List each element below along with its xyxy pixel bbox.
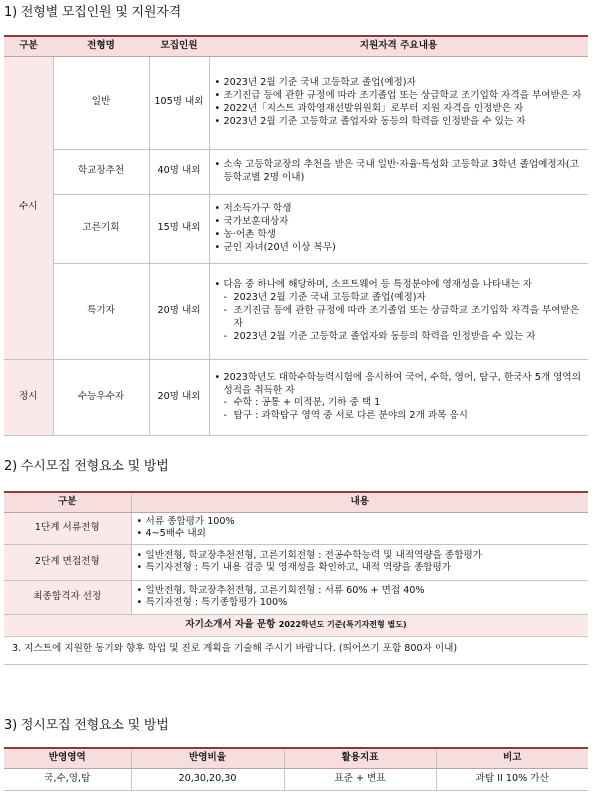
area-cell: 국,수,영,탐	[4, 768, 131, 790]
eligibility-subitem: - 2023년 2월 기준 고등학교 졸업자와 동등의 학력을 인정받을 수 있는 자	[214, 331, 585, 344]
eligibility-item: • 2023년 2월 기준 국내 고등학교 졸업(예정)자	[214, 77, 585, 90]
eligibility-item: • 2022년「지스트 과학영재선발위원회」로부터 지원 자격을 인정받은 자	[214, 103, 585, 116]
note-cell: 과탐 II 10% 가산	[436, 768, 588, 790]
self-intro-header	[4, 614, 588, 636]
self-intro-title: 자기소개서 자율 문항	[185, 618, 276, 630]
header-note: 비고	[436, 748, 588, 768]
header-quota: 모집인원	[149, 36, 209, 56]
header-track: 전형명	[53, 36, 149, 56]
stage-item: • 4~5배수 내외	[136, 528, 585, 541]
stage-item: • 서류 종합평가 100%	[136, 516, 585, 529]
header-index: 활용지표	[284, 748, 436, 768]
eligibility-subitem: - 2023년 2월 기준 국내 고등학교 졸업(예정)자	[214, 292, 585, 305]
section3-title: 3) 정시모집 전형요소 및 방법	[4, 718, 169, 733]
stage-item: • 특기자전형 : 특기종합평가 100%	[136, 597, 585, 610]
track-quota: 40명 내외	[149, 149, 209, 194]
table-row	[4, 263, 588, 359]
eligibility-item: • 국가보훈대상자	[214, 216, 585, 229]
recruitment-header-row	[4, 36, 588, 56]
index-cell: 표준 + 변표	[284, 768, 436, 790]
stage-content	[131, 580, 588, 614]
header-category: 구분	[4, 492, 131, 512]
table-row	[4, 149, 588, 194]
section1-title: 1) 전형별 모집인원 및 지원자격	[4, 5, 181, 20]
stage-item: • 일반전형, 학교장추천전형, 고른기회전형 : 전공수학능력 및 내적역량을 종합평가	[136, 550, 585, 563]
header-category: 구분	[4, 36, 53, 56]
eligibility-subitem: - 수학 : 공통 + 미적분, 기하 중 택 1	[214, 397, 585, 410]
susi-header-row	[4, 492, 588, 512]
stage-label: 1단계 서류전형	[4, 512, 131, 544]
eligibility-item: • 조기진급 등에 관한 규정에 따라 조기졸업 또는 상급학교 조기입학 자격을 부여받은 자	[214, 90, 585, 103]
table-row	[4, 359, 588, 435]
eligibility-subitem: - 조기진급 등에 관한 규정에 따라 조기졸업 또는 상급학교 조기입학 자격을 부여받은 자	[214, 305, 585, 331]
self-intro-note: 2022학년도 기준(특기자전형 별도)	[278, 619, 407, 629]
track-quota: 105명 내외	[149, 56, 209, 149]
header-ratio: 반영비율	[131, 748, 284, 768]
group-label-susi: 수시	[4, 56, 53, 359]
stage-content	[131, 512, 588, 544]
track-quota: 20명 내외	[149, 263, 209, 359]
self-intro-question: 3. 지스트에 지원한 동기와 향후 학업 및 진로 계획을 기술해 주시기 바랍니다. (띄어쓰기 포함 800자 이내)	[4, 636, 588, 664]
eligibility-item: • 2023학년도 대학수학능력시험에 응시하여 국어, 수학, 영어, 탐구, 한국사 5개 영역의 성적을 취득한 자	[214, 372, 585, 398]
recruitment-table	[4, 35, 588, 436]
eligibility-item: • 2023년 2월 기준 고등학교 졸업자와 동등의 학력을 인정받을 수 있는 자	[214, 116, 585, 129]
table-row	[4, 580, 588, 614]
stage-item: • 일반전형, 학교장추천전형, 고른기회전형 : 서류 60% + 면접 40%	[136, 585, 585, 598]
track-name: 수능우수자	[53, 359, 149, 435]
self-intro-question-row	[4, 636, 588, 664]
eligibility-item: • 저소득가구 학생	[214, 203, 585, 216]
table-row	[4, 194, 588, 263]
header-eligibility: 지원자격 주요내용	[209, 36, 588, 56]
eligibility-subitem: - 탐구 : 과학탐구 영역 중 서로 다른 분야의 2개 과목 응시	[214, 410, 585, 423]
eligibility-cell	[209, 149, 588, 194]
eligibility-cell	[209, 263, 588, 359]
jeongsi-header-row	[4, 748, 588, 768]
track-name: 고른기회	[53, 194, 149, 263]
table-row	[4, 512, 588, 544]
stage-label: 최종합격자 선정	[4, 580, 131, 614]
group-label-jeongsi: 정시	[4, 359, 53, 435]
header-area: 반영영역	[4, 748, 131, 768]
self-intro-header-row	[4, 614, 588, 636]
track-name: 일반	[53, 56, 149, 149]
table-row	[4, 544, 588, 580]
header-content: 내용	[131, 492, 588, 512]
stage-item: • 특기자전형 : 특기 내용 검증 및 영재성을 확인하고, 내적 역량을 종합평가	[136, 562, 585, 575]
table-row	[4, 56, 588, 149]
track-quota: 20명 내외	[149, 359, 209, 435]
eligibility-cell	[209, 56, 588, 149]
jeongsi-method-table	[4, 747, 588, 791]
track-name: 특기자	[53, 263, 149, 359]
susi-method-table	[4, 491, 588, 665]
eligibility-item: • 다음 중 하나에 해당하며, 소프트웨어 등 특정분야에 영재성을 나타내는 자	[214, 279, 585, 292]
stage-content	[131, 544, 588, 580]
table-row	[4, 768, 588, 790]
section2-title: 2) 수시모집 전형요소 및 방법	[4, 459, 169, 474]
stage-label: 2단계 면접전형	[4, 544, 131, 580]
track-quota: 15명 내외	[149, 194, 209, 263]
eligibility-cell	[209, 194, 588, 263]
eligibility-item: • 군인 자녀(20년 이상 복무)	[214, 242, 585, 255]
eligibility-cell	[209, 359, 588, 435]
ratio-cell: 20,30,20,30	[131, 768, 284, 790]
eligibility-item: • 소속 고등학교장의 추천을 받은 국내 일반·자율·특성화 고등학교 3학년 졸업예정자(고등학교별 2명 이내)	[214, 159, 585, 185]
track-name: 학교장추천	[53, 149, 149, 194]
eligibility-item: • 농·어촌 학생	[214, 229, 585, 242]
